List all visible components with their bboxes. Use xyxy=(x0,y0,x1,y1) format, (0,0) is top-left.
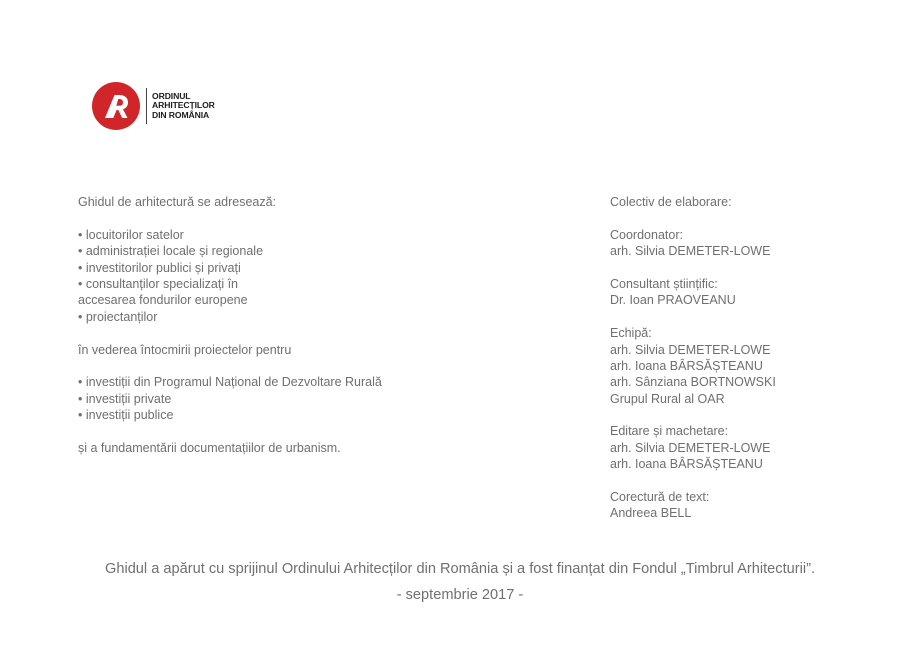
audience-column xyxy=(78,194,538,456)
publication-date: - septembrie 2017 - xyxy=(396,587,524,603)
logo-line-3: DIN ROMÂNIA xyxy=(152,109,210,120)
audience-item: • proiectanților xyxy=(78,309,158,324)
oar-logo-mark-icon xyxy=(92,82,140,130)
logo-wordmark xyxy=(152,92,215,120)
consultant-label: Consultant științific: xyxy=(610,276,718,291)
coordinator-name: arh. Silvia DEMETER-LOWE xyxy=(610,244,771,259)
proofreading-name: Andreea BELL xyxy=(610,506,692,521)
credits-heading: Colectiv de elaborare: xyxy=(610,195,732,209)
oar-logo xyxy=(92,82,215,130)
investment-item: • investiții private xyxy=(78,391,172,406)
audience-item: • investitorilor publici și privați xyxy=(78,260,241,275)
team-member: arh. Sânziana BORTNOWSKI xyxy=(610,375,776,390)
credits-column xyxy=(610,194,910,522)
team-member: arh. Ioana BÂRSĂȘTEANU xyxy=(610,358,763,373)
audience-item: • consultanților specializați în xyxy=(78,276,239,291)
logo-line-2: ARHITECȚILOR xyxy=(152,100,215,111)
purpose-text: în vederea întocmirii proiectelor pentru xyxy=(78,342,292,357)
coordinator-label: Coordonator: xyxy=(610,227,683,242)
audience-heading: Ghidul de arhitectură se adresează: xyxy=(78,195,277,209)
audience-item: • locuitorilor satelor xyxy=(78,227,184,242)
investment-item: • investiții publice xyxy=(78,408,174,423)
team-member: Grupul Rural al OAR xyxy=(610,391,725,406)
team-member: arh. Silvia DEMETER-LOWE xyxy=(610,342,771,357)
audience-item: • administrației locale și regionale xyxy=(78,244,264,259)
logo-line-1: ORDINUL xyxy=(152,90,191,101)
editing-member: arh. Silvia DEMETER-LOWE xyxy=(610,440,771,455)
consultant-name: Dr. Ioan PRAOVEANU xyxy=(610,293,736,308)
team-label: Echipă: xyxy=(610,326,652,341)
investment-item: • investiții din Programul Național de Dezvoltare Rurală xyxy=(78,375,382,390)
editing-label: Editare și machetare: xyxy=(610,424,729,439)
editing-member: arh. Ioana BÂRSĂȘTEANU xyxy=(610,457,763,472)
audience-item-continuation: accesarea fondurilor europene xyxy=(78,293,248,308)
logo-divider xyxy=(146,88,147,124)
funding-note: Ghidul a apărut cu sprijinul Ordinului Arhitecților din România și a fost finanțat din Fondul „Timbrul Arhitecturii”. xyxy=(104,561,815,577)
proofreading-label: Corectură de text: xyxy=(610,490,710,505)
closing-text: și a fundamentării documentațiilor de urbanism. xyxy=(78,440,341,455)
